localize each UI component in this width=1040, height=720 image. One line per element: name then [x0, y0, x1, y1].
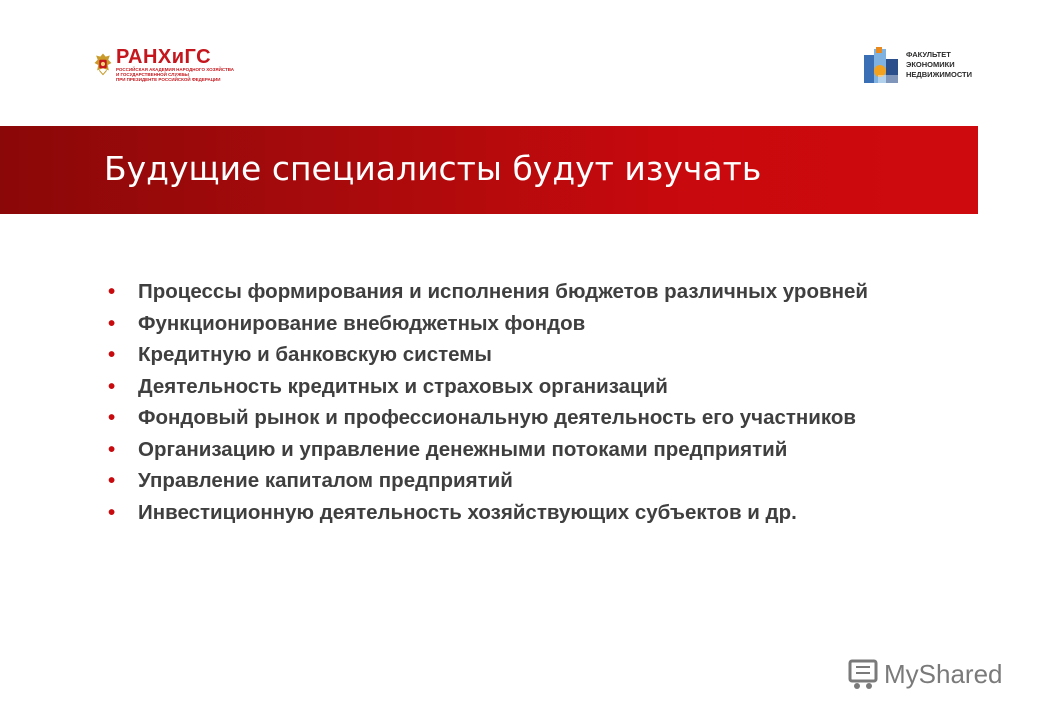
list-item-text: Процессы формирования и исполнения бюджетов различных уровней	[138, 280, 868, 303]
list-item	[108, 373, 868, 401]
bullet-marker: •	[108, 500, 116, 524]
bullet-marker: •	[108, 311, 116, 335]
topics-list	[108, 278, 868, 530]
logo-abbreviation: РАНХиГС	[115, 45, 212, 68]
faculty-line: НЕДВИЖИМОСТИ	[906, 70, 973, 79]
faculty-building-icon	[862, 45, 900, 85]
list-item	[108, 499, 868, 527]
list-item	[108, 310, 868, 338]
list-item-text: Кредитную и банковскую системы	[138, 343, 492, 366]
logo-subtitle-line: И ГОСУДАРСТВЕННОЙ СЛУЖБЫ	[115, 71, 189, 77]
bullet-marker: •	[108, 280, 116, 303]
emblem-icon	[94, 42, 112, 86]
list-item-text: Функционирование внебюджетных фондов	[138, 311, 586, 335]
list-item-text: Фондовый рынок и профессиональную деятельность его участников	[138, 406, 857, 429]
list-item-text: Инвестиционную деятельность хозяйствующих субъектов и др.	[138, 500, 797, 524]
logo-subtitle-line: РОССИЙСКАЯ АКАДЕМИЯ НАРОДНОГО ХОЗЯЙСТВА	[115, 66, 234, 72]
cart-icon	[846, 657, 880, 691]
faculty-line: ФАКУЛЬТЕТ	[906, 50, 951, 59]
faculty-logo	[862, 44, 992, 86]
list-item-text: Деятельность кредитных и страховых организаций	[138, 374, 668, 398]
bullet-marker: •	[108, 374, 116, 398]
bullet-marker: •	[108, 437, 116, 461]
list-item-text: Организацию и управление денежными потоками предприятий	[138, 437, 788, 461]
list-item	[108, 341, 868, 369]
bullet-marker: •	[108, 406, 116, 429]
title-bar	[0, 126, 978, 214]
myshared-watermark	[846, 654, 1003, 694]
slide-title: Будущие специалисты будут изучать	[104, 149, 762, 188]
watermark-text: MyShared	[884, 658, 1003, 689]
bullet-marker: •	[108, 343, 116, 366]
bullet-marker: •	[108, 469, 116, 492]
faculty-line: ЭКОНОМИКИ	[906, 60, 955, 69]
list-item	[108, 404, 868, 432]
list-item	[108, 278, 868, 306]
logo-subtitle-line: ПРИ ПРЕЗИДЕНТЕ РОССИЙСКОЙ ФЕДЕРАЦИИ	[115, 76, 221, 82]
list-item	[108, 436, 868, 464]
list-item-text: Управление капиталом предприятий	[138, 469, 513, 492]
list-item	[108, 467, 868, 495]
ranepa-logo	[94, 40, 234, 88]
